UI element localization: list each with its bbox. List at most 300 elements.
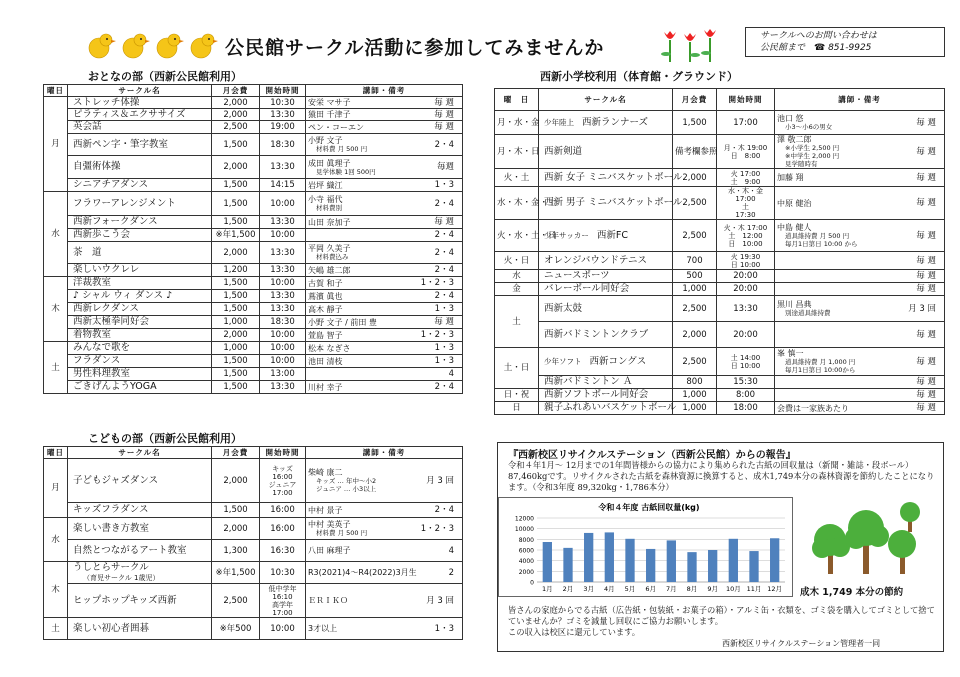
table-row — [44, 518, 463, 540]
day-cell: 水 — [44, 518, 68, 562]
circle-name: フラワーアレンジメント — [73, 197, 176, 209]
fee-cell: 2,000 — [212, 518, 260, 540]
bar — [687, 552, 696, 582]
circle-name: 楽しいウクレレ — [73, 264, 140, 275]
circle-name-cell — [68, 368, 212, 381]
teacher-note: 別途道具維持費 — [785, 309, 831, 317]
frequency-cell: 毎 週 — [885, 111, 945, 135]
circle-name: 親子ふれあいバスケットボール — [544, 402, 677, 413]
teacher-note: 道具維持費 月 1,000 円 毎月1日第日 10:00から — [785, 358, 856, 374]
frequency-cell: 1・3 — [411, 355, 463, 368]
fee-cell: 1,500 — [212, 290, 260, 303]
table-row — [44, 179, 463, 192]
table-row — [495, 389, 945, 402]
recycle-body: 令和４年1月～ 12月までの1年間皆様からの協力により集められた古紙の回収量は（新聞・雑誌・段ボール）87,460kgです。リサイクルされた古紙を森林資源に換算すると、成木1,749本分の森林資源を節約したことになります。（令和3年度 89,320kg・1,786本分） — [508, 460, 935, 492]
table-row — [495, 169, 945, 187]
circle-name-cell — [539, 348, 673, 376]
fee-cell: ※年500 — [212, 618, 260, 640]
col-teacher: 講師・備考 — [775, 89, 945, 111]
teacher-cell — [306, 381, 411, 394]
table-row — [44, 459, 463, 503]
frequency-cell: 4 — [411, 368, 463, 381]
table-row — [495, 283, 945, 296]
circle-name-cell — [68, 216, 212, 229]
fee-cell: 1,200 — [212, 264, 260, 277]
bar — [605, 532, 614, 582]
frequency-cell: 1・3 — [411, 303, 463, 316]
circle-name: フラダンス — [73, 355, 121, 366]
teacher-cell — [306, 242, 411, 264]
table-row — [44, 229, 463, 242]
circle-name-cell — [68, 381, 212, 394]
x-tick-label: 1月 — [542, 585, 553, 593]
day-cell: 土・日 — [495, 348, 539, 389]
frequency-cell: 4 — [411, 540, 463, 562]
y-tick-label: 10000 — [514, 526, 534, 534]
teacher-name: 峯 慎一 — [777, 349, 804, 358]
time-cell: 13:30 — [260, 109, 306, 121]
frequency-cell: 毎 週 — [885, 283, 945, 296]
frequency-cell: 毎 週 — [885, 270, 945, 283]
teacher-cell — [306, 277, 411, 290]
circle-name-cell — [539, 389, 673, 402]
table-row — [44, 216, 463, 229]
frequency-cell: 2・4 — [411, 264, 463, 277]
teacher-cell — [306, 368, 411, 381]
x-tick-label: 4月 — [604, 585, 615, 593]
time-cell: 20:00 — [717, 270, 775, 283]
circle-name-cell — [539, 220, 673, 252]
table-row — [44, 584, 463, 618]
circle-name: 西新バドミントン Ａ — [544, 376, 633, 387]
frequency-cell: 毎 週 — [885, 348, 945, 376]
teacher-cell — [306, 109, 411, 121]
col-name: サークル名 — [68, 85, 212, 97]
circle-sub: （育児サークル 1歳児） — [83, 573, 160, 582]
day-cell: 水 — [44, 192, 68, 277]
teacher-note: 材料費 月 500 円 — [316, 145, 368, 153]
table-row — [44, 329, 463, 342]
circle-name: キッズフラダンス — [73, 504, 149, 515]
teacher-name: 山田 奈加子 — [308, 217, 351, 227]
teacher-name: 黒川 昌典 — [777, 300, 812, 309]
contact-line1: サークルへのお問い合わせは — [760, 31, 877, 41]
col-day: 曜 日 — [495, 89, 539, 111]
fee-cell: 備考欄参照 — [673, 135, 717, 169]
kids-table — [43, 446, 463, 640]
teacher-cell — [306, 229, 411, 242]
time-cell: 13:30 — [260, 156, 306, 179]
circle-name: ヒップホップキッズ西新 — [73, 594, 177, 606]
teacher-note: 材料費込み — [316, 253, 349, 261]
teacher-name: 中村 景子 — [308, 505, 343, 515]
x-tick-label: 11月 — [746, 585, 762, 593]
frequency-cell: 月 3 回 — [885, 296, 945, 322]
fee-cell: 2,000 — [673, 322, 717, 348]
fee-cell: 1,500 — [212, 503, 260, 518]
teacher-cell — [306, 540, 411, 562]
day-cell: 月 — [44, 459, 68, 518]
fee-cell: 2,000 — [212, 459, 260, 503]
page-title: 公民館サークル活動に参加してみませんか — [225, 37, 605, 59]
teacher-cell — [775, 376, 885, 389]
x-tick-label: 9月 — [707, 585, 718, 593]
circle-name: 西新 女子 ミニバスケットボール — [544, 171, 683, 183]
bar — [749, 551, 758, 582]
col-teacher: 講師・備考 — [306, 447, 463, 459]
circle-name: 茶 道 — [73, 246, 102, 258]
table-row — [44, 355, 463, 368]
table-row — [44, 264, 463, 277]
circle-name: 西新フォークダンス — [73, 216, 158, 227]
time-cell: 10:00 — [260, 277, 306, 290]
col-day: 曜日 — [44, 447, 68, 459]
frequency-cell: 1・2・3 — [411, 329, 463, 342]
table-row — [44, 503, 463, 518]
frequency-cell: 2・4 — [411, 381, 463, 394]
y-tick-label: 0 — [530, 579, 534, 587]
time-cell: 17:00 — [717, 111, 775, 135]
teacher-note: キッズ … 年中～小2 ジュニア … 小3以上 — [316, 477, 377, 493]
teacher-cell — [775, 322, 885, 348]
circle-name-cell — [68, 562, 212, 584]
bar — [563, 548, 572, 582]
day-cell: 土 — [44, 618, 68, 640]
kids-heading: こどもの部（西新公民館利用） — [88, 432, 242, 445]
teacher-cell — [775, 402, 885, 415]
time-cell: 水・木・金 17:00 土 17:30 — [717, 187, 775, 220]
recycle-sign: 西新校区リサイクルステーション管理者一同 — [722, 639, 881, 648]
fee-cell: 1,500 — [212, 134, 260, 156]
x-tick-label: 7月 — [666, 585, 677, 593]
frequency-cell: 毎 週 — [885, 376, 945, 389]
day-cell: 月 — [44, 97, 68, 192]
circle-name-cell — [68, 121, 212, 134]
day-cell: 水 — [495, 270, 539, 283]
circle-name-cell — [68, 134, 212, 156]
frequency-cell: 2 — [411, 562, 463, 584]
x-tick-label: 5月 — [624, 585, 636, 593]
circle-name-cell — [539, 322, 673, 348]
frequency-cell: 毎 週 — [411, 216, 463, 229]
teacher-cell — [306, 290, 411, 303]
frequency-cell: 毎 週 — [411, 109, 463, 121]
fee-cell: 1,000 — [673, 283, 717, 296]
teacher-name: 3才以上 — [308, 624, 338, 633]
frequency-cell: 2・4 — [411, 242, 463, 264]
saving-label: 成木 1,749 本分の節約 — [800, 587, 904, 598]
frequency-cell: 毎 週 — [885, 389, 945, 402]
circle-name-cell — [539, 402, 677, 415]
col-time: 開始時間 — [260, 447, 306, 459]
col-fee: 月会費 — [212, 85, 260, 97]
teacher-name: 加藤 翔 — [777, 173, 804, 182]
fee-cell: ※年1,500 — [212, 562, 260, 584]
frequency-cell: 2・4 — [411, 290, 463, 303]
time-cell: 13:30 — [260, 264, 306, 277]
day-cell: 日・祝 — [495, 389, 539, 402]
circle-name: 西新バドミントンクラブ — [544, 328, 649, 340]
circle-name: 西新コングス — [589, 355, 647, 367]
teacher-note: ※小学生 2,500 円 ※中学生 2,000 円 見学随時有 — [785, 144, 840, 168]
time-cell: 10:00 — [260, 329, 306, 342]
circle-category: 少年サッカー — [544, 230, 589, 240]
table-row — [495, 220, 945, 252]
frequency-cell: 1・2・3 — [411, 277, 463, 290]
adult-heading: おとなの部（西新公民館利用） — [88, 70, 242, 83]
circle-name: 洋裁教室 — [73, 277, 112, 288]
fee-cell: 2,000 — [212, 242, 260, 264]
time-cell: 16:00 — [260, 518, 306, 540]
day-cell: 火・土 — [495, 169, 539, 187]
circle-name-cell — [68, 316, 212, 329]
circle-name: 西新レクダンス — [73, 303, 139, 314]
circle-name-cell — [539, 376, 673, 389]
teacher-name: R3(2021)4～R4(2022)3月生 — [308, 568, 417, 577]
teacher-name: 平岡 久美子 — [308, 244, 351, 253]
circle-name: ♪ シャル ウィ ダンス ♪ — [73, 290, 173, 301]
frequency-cell: 2・4 — [411, 134, 463, 156]
teacher-cell — [306, 503, 411, 518]
circle-name-cell — [68, 192, 212, 216]
fee-cell: 700 — [673, 252, 717, 270]
fee-cell: 2,500 — [673, 187, 717, 220]
teacher-name: ペン・コーエン — [308, 122, 364, 132]
table-row — [44, 540, 463, 562]
teacher-name: 猿田 千津子 — [308, 110, 351, 119]
teacher-name: 中村 美英子 — [308, 520, 351, 529]
circle-name-cell — [539, 111, 673, 135]
col-name: サークル名 — [68, 447, 212, 459]
trees-illustration — [800, 500, 935, 580]
teacher-cell — [775, 252, 885, 270]
fee-cell: 1,000 — [673, 389, 717, 402]
day-cell: 木 — [44, 277, 68, 342]
recycle-footer: 皆さんの家庭からでる古紙（広告紙・包装紙・お菓子の箱）・アルミ缶・衣類を、ゴミ袋を購入してゴミとして捨てていませんか？ゴミを減量し回収にご協力お願いします。 この収入は校区に還元しています。 — [508, 605, 935, 637]
time-cell: 火・木 17:00 土 12:00 日 10:00 — [717, 220, 775, 252]
frequency-cell: 毎週 — [411, 156, 463, 179]
time-cell: 低中学年 16:10 高学年 17:00 — [260, 584, 306, 618]
day-cell: 金 — [495, 283, 539, 296]
circle-name: 子どもジャズダンス — [73, 474, 159, 486]
day-cell: 木 — [44, 562, 68, 618]
col-name: サークル名 — [539, 89, 673, 111]
time-cell: 18:00 — [717, 402, 775, 415]
school-heading: 西新小学校利用（体育館・グラウンド） — [540, 70, 738, 83]
circle-name-cell — [68, 518, 212, 540]
frequency-cell: 毎 週 — [885, 187, 945, 220]
recycle-chart — [498, 497, 793, 597]
teacher-cell — [775, 270, 885, 283]
table-row — [44, 342, 463, 355]
circle-name-cell — [68, 503, 212, 518]
circle-name-cell — [539, 169, 683, 187]
circle-name-cell — [68, 342, 212, 355]
fee-cell: 2,500 — [212, 584, 260, 618]
col-fee: 月会費 — [212, 447, 260, 459]
teacher-cell — [775, 220, 885, 252]
teacher-name: 中原 健治 — [777, 198, 812, 208]
circle-name: 楽しい書き方教室 — [73, 522, 150, 534]
frequency-cell: 1・3 — [411, 618, 463, 640]
teacher-cell — [775, 187, 885, 220]
time-cell: 13:30 — [260, 242, 306, 264]
contact-box — [745, 27, 945, 57]
frequency-cell: 毎 週 — [411, 97, 463, 109]
teacher-cell — [306, 121, 411, 134]
fee-cell: 2,000 — [212, 97, 260, 109]
y-tick-label: 6000 — [518, 547, 534, 555]
teacher-cell — [775, 169, 885, 187]
teacher-name: ＥＲＩＫＯ — [308, 596, 348, 605]
fee-cell: 1,500 — [673, 111, 717, 135]
table-row — [44, 290, 463, 303]
teacher-name: 松本 なぎさ — [308, 343, 351, 353]
fee-cell: 1,500 — [212, 368, 260, 381]
circle-name: 西新 男子 ミニバスケットボール — [544, 197, 683, 208]
time-cell: 10:00 — [260, 229, 306, 242]
table-row — [44, 242, 463, 264]
bar — [708, 550, 717, 582]
table-row — [495, 322, 945, 348]
time-cell: 10:30 — [260, 562, 306, 584]
fee-cell: 2,000 — [212, 329, 260, 342]
time-cell: 10:00 — [260, 355, 306, 368]
time-cell: 13:30 — [260, 303, 306, 316]
y-tick-label: 8000 — [518, 536, 534, 544]
fee-cell: 2,000 — [673, 169, 717, 187]
teacher-name: 澤 敬二郎 — [777, 135, 812, 144]
day-cell: 水・木・金・土 — [495, 187, 539, 220]
time-cell: 10:30 — [260, 97, 306, 109]
frequency-cell: 毎 週 — [411, 316, 463, 329]
teacher-note: 見学体験 1回 500円 — [316, 167, 376, 176]
teacher-name: 高木 靜子 — [308, 304, 343, 314]
teacher-cell — [306, 303, 411, 316]
day-cell: 火・水・土・日 — [495, 220, 539, 252]
table-row — [495, 270, 945, 283]
fee-cell: ※年1,500 — [212, 229, 260, 242]
bar — [729, 539, 738, 582]
fee-cell: 500 — [673, 270, 717, 283]
table-row — [495, 296, 945, 322]
circle-name-cell — [539, 283, 673, 296]
time-cell: 月・木 19:00 日 8:00 — [717, 135, 775, 169]
teacher-cell — [775, 283, 885, 296]
circle-name-cell — [68, 277, 212, 290]
circle-name: ニュースポーツ — [544, 270, 610, 281]
fee-cell: 1,500 — [212, 381, 260, 394]
frequency-cell: 2・4 — [411, 229, 463, 242]
time-cell: 20:00 — [717, 322, 775, 348]
teacher-name: 八田 麻理子 — [308, 546, 351, 555]
circle-name: 自彊術体操 — [73, 161, 121, 172]
teacher-cell — [306, 264, 411, 277]
teacher-cell — [306, 618, 411, 640]
circle-name: 西新歩こう会 — [73, 229, 131, 240]
frequency-cell: 毎 週 — [885, 252, 945, 270]
teacher-cell — [306, 179, 411, 192]
circle-name-cell — [68, 329, 212, 342]
frequency-cell: 毎 週 — [885, 322, 945, 348]
table-row — [495, 111, 945, 135]
frequency-cell: 1・3 — [411, 342, 463, 355]
teacher-cell — [306, 329, 411, 342]
chart-title: 令和４年度 古紙回収量(kg) — [598, 503, 700, 512]
bar — [584, 533, 593, 582]
time-cell: 10:00 — [260, 618, 306, 640]
fee-cell: 1,500 — [212, 303, 260, 316]
circle-name: 西新剣道 — [544, 145, 583, 157]
table-row — [44, 277, 463, 290]
teacher-name: 会費は一家族あたり — [777, 403, 849, 413]
y-tick-label: 12000 — [514, 515, 534, 523]
teacher-cell — [775, 111, 885, 135]
circle-name-cell — [68, 229, 212, 242]
table-row — [44, 192, 463, 216]
table-row — [44, 562, 463, 584]
circle-name-cell — [68, 290, 212, 303]
col-time: 開始時間 — [717, 89, 775, 111]
circle-name-cell — [68, 97, 212, 109]
teacher-note: 小3～小6の男女 — [785, 123, 833, 131]
teacher-cell — [306, 316, 411, 329]
bar — [543, 542, 552, 582]
circle-name: 西新ランナーズ — [582, 116, 649, 128]
teacher-name: 川村 幸子 — [308, 382, 343, 392]
frequency-cell: 毎 週 — [885, 220, 945, 252]
col-day: 曜日 — [44, 85, 68, 97]
bar — [625, 539, 634, 582]
fee-cell: 2,500 — [673, 296, 717, 322]
day-cell: 月・木・日 — [495, 135, 539, 169]
circle-name-cell — [539, 296, 673, 322]
col-teacher: 講師・備考 — [306, 85, 463, 97]
teacher-cell — [306, 97, 411, 109]
fee-cell: 2,500 — [212, 121, 260, 134]
teacher-name: 矢嶋 雄二郎 — [308, 265, 351, 275]
time-cell: 土 14:00 日 10:00 — [717, 348, 775, 376]
frequency-cell: 毎 週 — [885, 402, 945, 415]
time-cell: 15:30 — [717, 376, 775, 389]
chicks-illustration — [85, 30, 225, 62]
table-row — [495, 252, 945, 270]
circle-name-cell — [68, 355, 212, 368]
teacher-name: 小野 文子 — [308, 136, 343, 145]
circle-name-cell — [539, 135, 673, 169]
table-row — [44, 134, 463, 156]
teacher-cell — [775, 296, 885, 322]
teacher-name: 古賀 和子 — [308, 278, 343, 288]
day-cell: 火・日 — [495, 252, 539, 270]
circle-name: ピラティス＆エクササイズ — [73, 108, 186, 120]
table-row — [44, 381, 463, 394]
day-cell: 土 — [495, 296, 539, 348]
time-cell: 13:00 — [260, 368, 306, 381]
teacher-name: 蔦濱 眞也 — [308, 291, 343, 301]
teacher-cell — [775, 135, 885, 169]
circle-name: 西新ソフトボール同好会 — [544, 389, 649, 400]
teacher-name: 安栄 マサ子 — [308, 98, 351, 107]
bar — [667, 540, 676, 582]
table-row — [44, 316, 463, 329]
bar — [646, 549, 655, 582]
table-row — [44, 368, 463, 381]
frequency-cell: 毎 週 — [885, 169, 945, 187]
teacher-note: 道具維持費 月 500 円 毎月1日第日 10:00 から — [785, 232, 858, 248]
circle-name: 楽しい初心者囲碁 — [73, 622, 150, 634]
fee-cell: 1,500 — [212, 355, 260, 368]
